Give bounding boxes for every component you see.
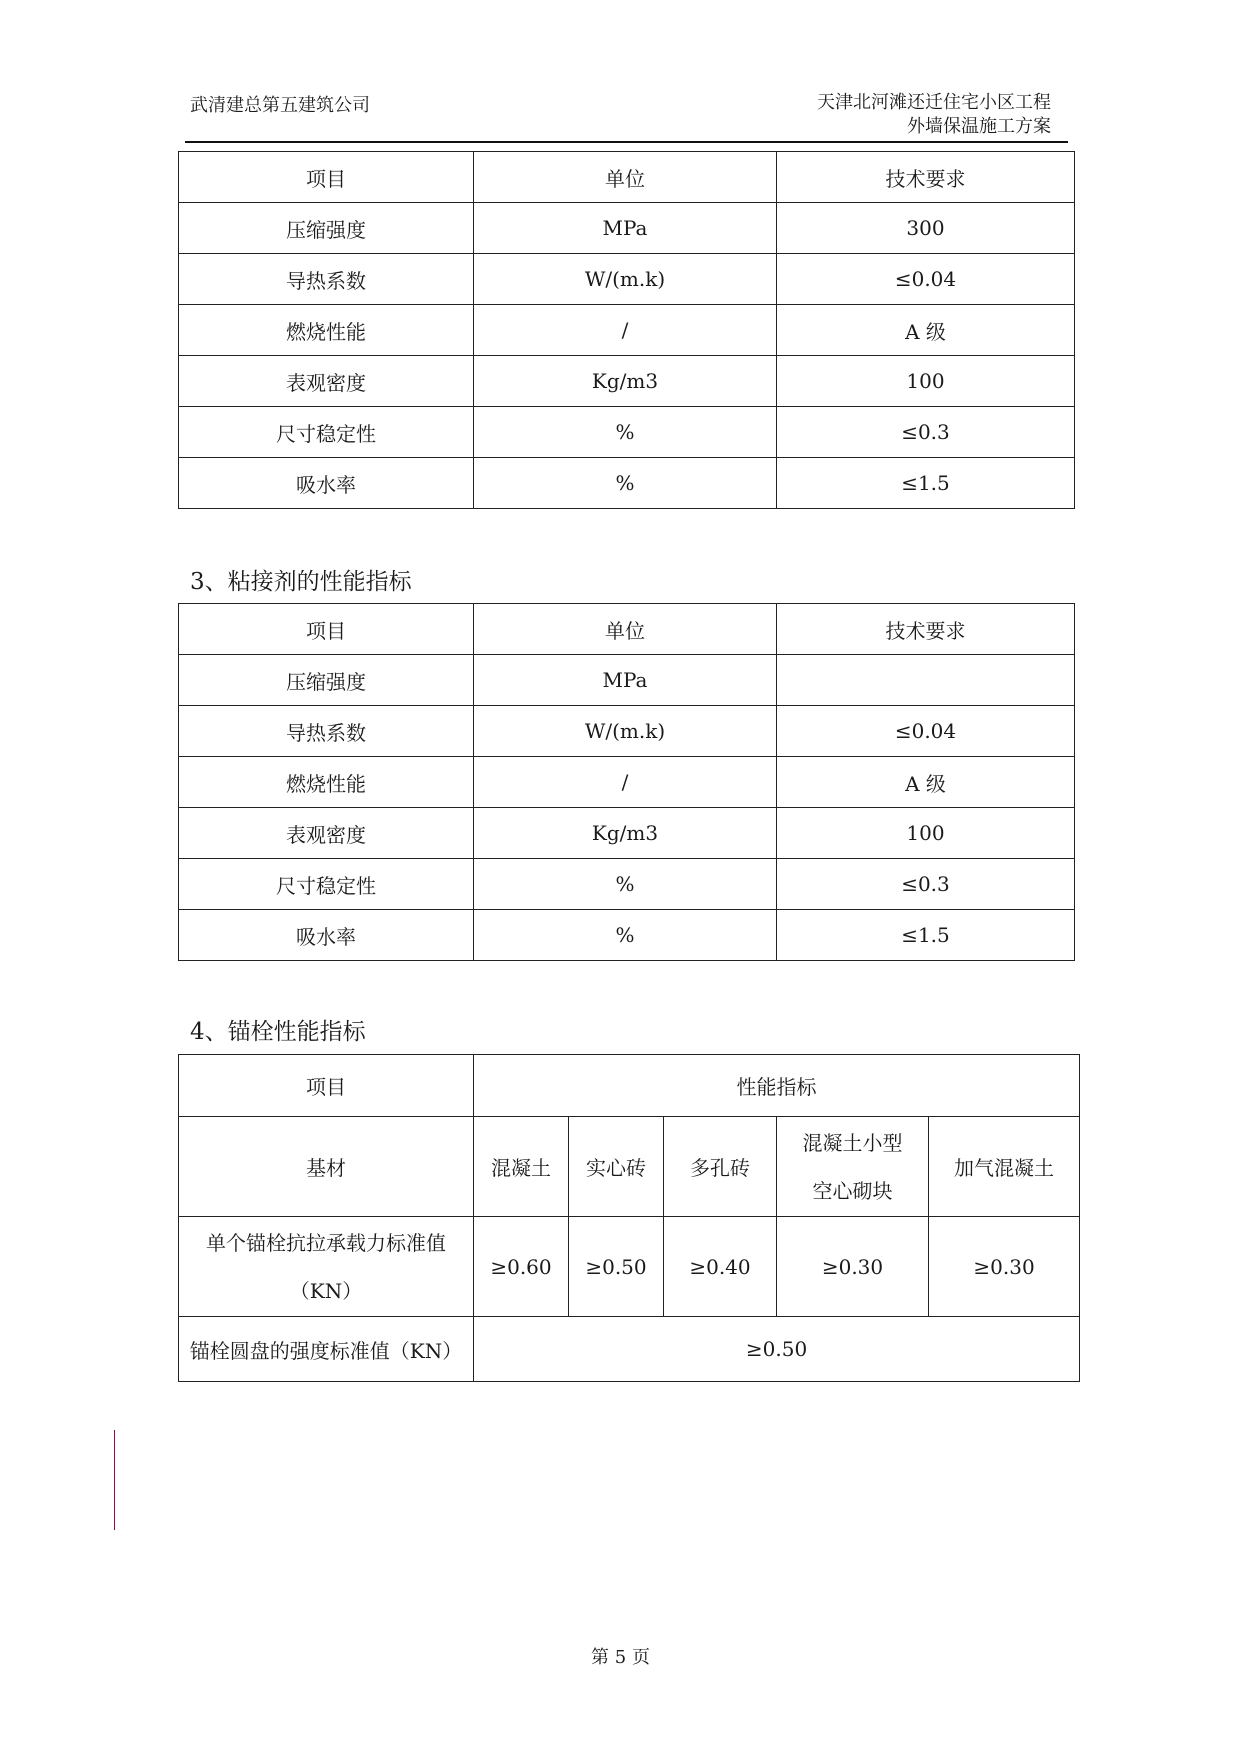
header-cell-unit: 单位 [474, 152, 777, 203]
cell-tension-label-line2: （KN） [289, 1278, 363, 1303]
table-row [179, 808, 1075, 859]
cell-tension-value: ≥0.30 [777, 1217, 929, 1317]
header-rule [185, 141, 1068, 143]
header-project-line2: 外墙保温施工方案 [907, 116, 1051, 137]
table-header-row [179, 604, 1075, 655]
anchor-spec-table [178, 1054, 1080, 1382]
table-row-tension [179, 1217, 1080, 1317]
cell-item: 尺寸稳定性 [179, 859, 474, 910]
cell-unit: Kg/m3 [474, 356, 777, 407]
header-company: 武清建总第五建筑公司 [190, 95, 370, 116]
cell-req: ≤0.3 [777, 859, 1075, 910]
cell-unit: % [474, 910, 777, 961]
cell-material [777, 1117, 929, 1217]
cell-item: 表观密度 [179, 808, 474, 859]
cell-req: 100 [777, 808, 1075, 859]
cell-req: A 级 [777, 757, 1075, 808]
header-cell-item: 项目 [179, 604, 474, 655]
cell-material: 实心砖 [569, 1117, 664, 1217]
table-row [179, 407, 1075, 458]
table-row [179, 356, 1075, 407]
table-row [179, 254, 1075, 305]
header-project [817, 91, 1051, 139]
cell-req: A 级 [777, 305, 1075, 356]
cell-tension-value: ≥0.50 [569, 1217, 664, 1317]
margin-mark [114, 1430, 115, 1530]
header-cell-performance: 性能指标 [474, 1055, 1080, 1117]
cell-material-line2: 空心砌块 [812, 1178, 893, 1203]
table-header-row [179, 1055, 1080, 1117]
table-row-disc [179, 1317, 1080, 1382]
cell-tension-value: ≥0.60 [474, 1217, 569, 1317]
cell-item: 导热系数 [179, 254, 474, 305]
table-row [179, 706, 1075, 757]
cell-req: 300 [777, 203, 1075, 254]
table-row [179, 305, 1075, 356]
cell-item: 燃烧性能 [179, 757, 474, 808]
cell-unit: / [474, 305, 777, 356]
cell-item: 导热系数 [179, 706, 474, 757]
cell-item: 吸水率 [179, 910, 474, 961]
cell-unit: MPa [474, 655, 777, 706]
header-cell-item: 项目 [179, 1055, 474, 1117]
cell-req: ≤0.04 [777, 254, 1075, 305]
header-cell-item: 项目 [179, 152, 474, 203]
cell-unit: % [474, 859, 777, 910]
cell-material-line1: 混凝土小型 [802, 1130, 903, 1155]
table-row [179, 757, 1075, 808]
table-row [179, 859, 1075, 910]
cell-tension-value: ≥0.30 [929, 1217, 1080, 1317]
cell-req: ≤1.5 [777, 458, 1075, 509]
header-cell-unit: 单位 [474, 604, 777, 655]
table-header-row [179, 152, 1075, 203]
spec-table-2 [178, 603, 1075, 961]
table-row [179, 910, 1075, 961]
header-project-line1: 天津北河滩还迁住宅小区工程 [817, 92, 1051, 113]
cell-material: 加气混凝土 [929, 1117, 1080, 1217]
cell-unit: W/(m.k) [474, 254, 777, 305]
table-row [179, 655, 1075, 706]
cell-material: 混凝土 [474, 1117, 569, 1217]
cell-material: 多孔砖 [664, 1117, 777, 1217]
cell-req: ≤1.5 [777, 910, 1075, 961]
cell-unit: Kg/m3 [474, 808, 777, 859]
cell-tension-label [179, 1217, 474, 1317]
table-row [179, 203, 1075, 254]
cell-item: 压缩强度 [179, 655, 474, 706]
cell-item: 燃烧性能 [179, 305, 474, 356]
cell-item: 压缩强度 [179, 203, 474, 254]
cell-item: 吸水率 [179, 458, 474, 509]
table-row-base-material [179, 1117, 1080, 1217]
spec-table-1 [178, 151, 1075, 509]
cell-item: 表观密度 [179, 356, 474, 407]
section-title-adhesive: 3、粘接剂的性能指标 [190, 569, 412, 595]
cell-req: ≤0.3 [777, 407, 1075, 458]
section-title-anchor: 4、锚栓性能指标 [190, 1019, 366, 1045]
header-cell-req: 技术要求 [777, 604, 1075, 655]
table-row [179, 458, 1075, 509]
cell-tension-value: ≥0.40 [664, 1217, 777, 1317]
cell-unit: W/(m.k) [474, 706, 777, 757]
cell-unit: MPa [474, 203, 777, 254]
cell-req [777, 655, 1075, 706]
header-cell-req: 技术要求 [777, 152, 1075, 203]
cell-item: 尺寸稳定性 [179, 407, 474, 458]
cell-unit: % [474, 458, 777, 509]
cell-req: 100 [777, 356, 1075, 407]
cell-disc-label: 锚栓圆盘的强度标准值（KN） [179, 1317, 474, 1382]
page-number: 第 5 页 [591, 1647, 650, 1668]
cell-req: ≤0.04 [777, 706, 1075, 757]
cell-unit: % [474, 407, 777, 458]
cell-unit: / [474, 757, 777, 808]
cell-base-label: 基材 [179, 1117, 474, 1217]
cell-tension-label-line1: 单个锚栓抗拉承载力标准值 [206, 1230, 446, 1255]
cell-disc-value: ≥0.50 [474, 1317, 1080, 1382]
